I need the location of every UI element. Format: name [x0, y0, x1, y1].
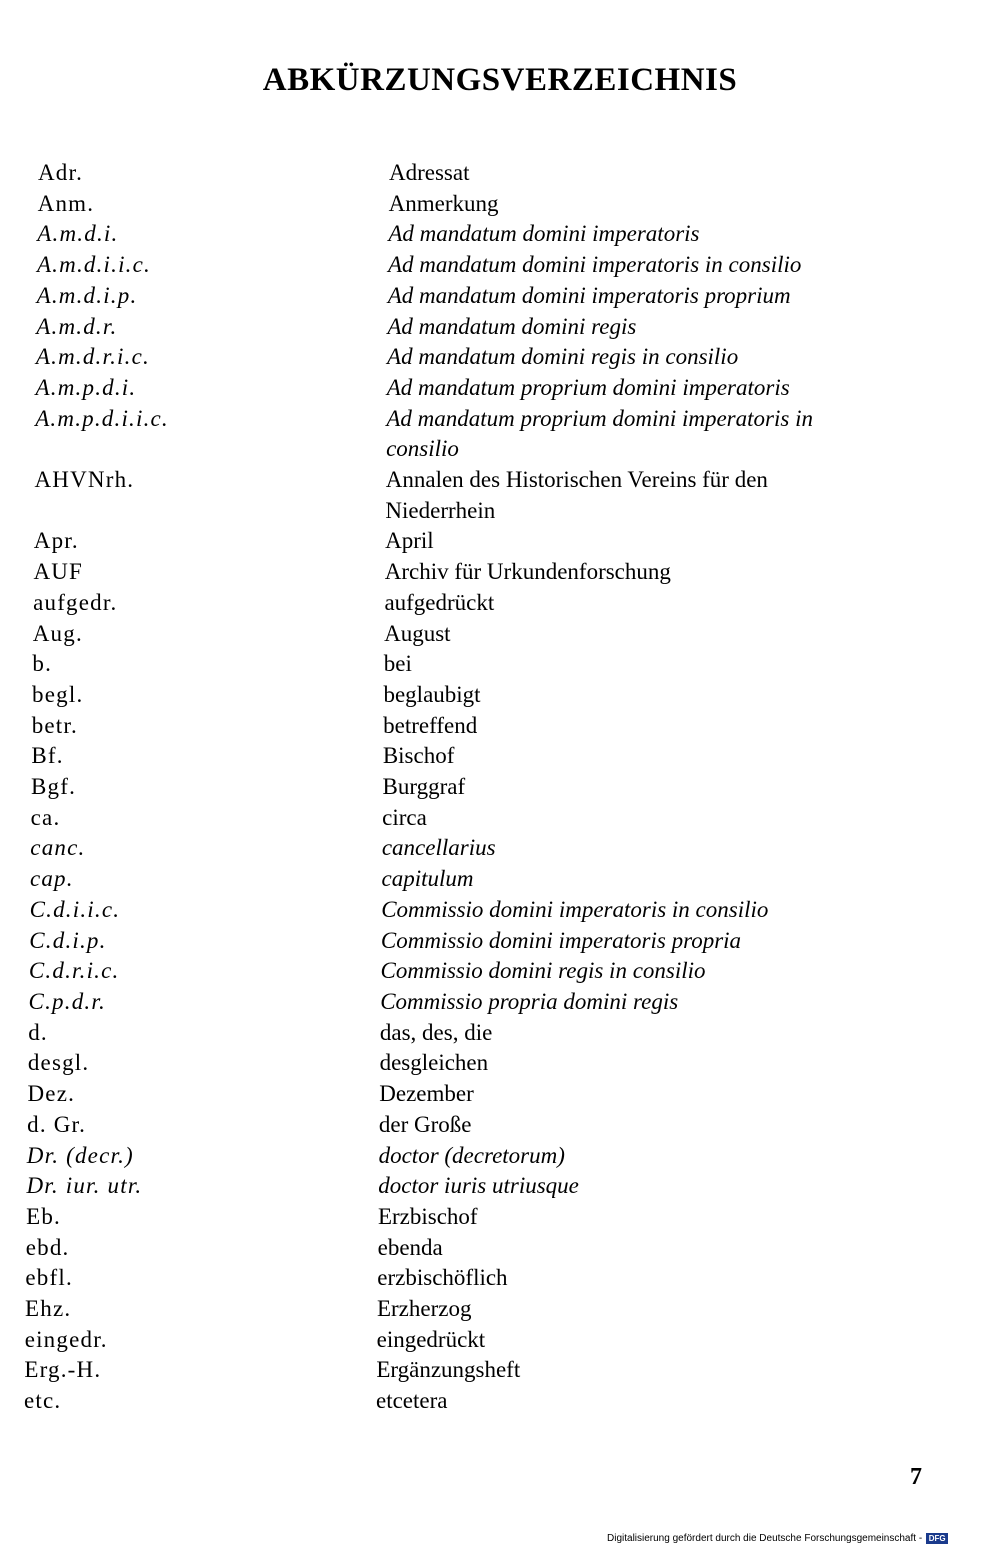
definition: Ad mandatum proprium domini imperatoris: [386, 374, 790, 400]
abbreviation-row: [0, 1386, 1000, 1417]
definition: Ad mandatum domini regis in consilio: [387, 344, 739, 370]
definition: Ad mandatum domini imperatoris proprium: [387, 282, 791, 308]
abbreviation-row: [0, 373, 1000, 404]
definition: Burggraf: [382, 774, 466, 800]
abbreviation-row: [0, 864, 1000, 895]
abbreviation-row: [0, 926, 1000, 957]
abbreviation: C.p.d.r.: [28, 988, 106, 1014]
abbreviation: Bf.: [31, 743, 64, 769]
abbreviation-row: [0, 1263, 1000, 1294]
definition: Erzbischof: [377, 1203, 478, 1229]
page-title: ABKÜRZUNGSVERZEICHNIS: [262, 62, 738, 98]
definition: cancellarius: [381, 835, 496, 861]
abbreviation-row: [0, 219, 1000, 250]
abbreviation: A.m.d.r.i.c.: [35, 344, 150, 370]
abbreviation-row: [0, 619, 1000, 650]
abbreviation: eingedr.: [24, 1326, 108, 1352]
abbreviation: canc.: [30, 835, 86, 861]
definition: Bischof: [382, 743, 455, 769]
abbreviation-row: [0, 557, 1000, 588]
abbreviation: cap.: [29, 866, 74, 892]
definition: circa: [382, 804, 427, 830]
definition: desgleichen: [379, 1050, 489, 1076]
definition: Commissio domini regis in consilio: [380, 958, 706, 984]
abbreviation: desgl.: [27, 1050, 90, 1076]
abbreviation: A.m.p.d.i.: [35, 374, 137, 400]
page-number: 7: [910, 1464, 922, 1490]
abbreviation-row: [0, 342, 1000, 373]
abbreviation: C.d.r.i.c.: [28, 958, 120, 984]
abbreviation-row: [0, 741, 1000, 772]
definition: Commissio domini imperatoris propria: [380, 927, 742, 953]
abbreviation: d. Gr.: [27, 1111, 87, 1137]
abbreviation: Dr. (decr.): [26, 1142, 134, 1168]
abbreviation: Anm.: [37, 190, 95, 216]
abbreviation: Dr. iur. utr.: [26, 1173, 143, 1199]
definition: Annalen des Historischen Vereins für den: [385, 467, 768, 493]
abbreviation: [35, 434, 386, 465]
definition: doctor iuris utriusque: [378, 1173, 579, 1199]
abbreviation: C.d.i.p.: [29, 927, 107, 953]
abbreviation-row: [0, 1110, 1000, 1141]
definition: Archiv für Urkundenforschung: [384, 559, 671, 585]
definition: Ad mandatum domini imperatoris in consilio: [388, 252, 802, 278]
abbreviation-row: [0, 711, 1000, 742]
abbreviation: Ehz.: [25, 1296, 72, 1322]
definition: Erzherzog: [376, 1296, 472, 1322]
abbreviation: Bgf.: [31, 774, 77, 800]
abbreviation: C.d.i.i.c.: [29, 896, 121, 922]
definition: betreffend: [383, 712, 478, 738]
abbreviation-row: [0, 803, 1000, 834]
abbreviation-row: [0, 158, 1000, 189]
abbreviation-row: [0, 496, 1000, 527]
abbreviation-row: [0, 312, 1000, 343]
abbreviation: Dez.: [27, 1081, 76, 1107]
abbreviation-list: [0, 158, 1000, 1417]
abbreviation: ebfl.: [25, 1265, 73, 1291]
abbreviation-row: [0, 1141, 1000, 1172]
abbreviation: Aug.: [32, 620, 83, 646]
abbreviation: ca.: [30, 804, 61, 830]
abbreviation-row: [0, 281, 1000, 312]
abbreviation-row: [0, 434, 1000, 465]
abbreviation-row: [0, 250, 1000, 281]
abbreviation-row: [0, 526, 1000, 557]
abbreviation-row: [0, 956, 1000, 987]
definition: Ad mandatum domini imperatoris: [388, 221, 700, 247]
abbreviation: [34, 496, 385, 527]
abbreviation: etc.: [24, 1388, 62, 1414]
definition: aufgedrückt: [384, 589, 495, 615]
abbreviation-row: [0, 772, 1000, 803]
abbreviation-row: [0, 1233, 1000, 1264]
definition: das, des, die: [379, 1019, 493, 1045]
definition: Niederrhein: [385, 497, 496, 523]
abbreviation-row: [0, 1079, 1000, 1110]
abbreviation-row: [0, 189, 1000, 220]
definition: ebenda: [377, 1234, 443, 1260]
definition: capitulum: [381, 866, 474, 892]
definition: beglaubigt: [383, 681, 481, 707]
definition: eingedrückt: [376, 1326, 486, 1352]
abbreviation: A.m.d.i.: [37, 221, 119, 247]
abbreviation: d.: [28, 1019, 48, 1045]
abbreviation-row: [0, 1325, 1000, 1356]
abbreviation: Apr.: [33, 528, 79, 554]
abbreviation: A.m.d.r.: [36, 313, 118, 339]
abbreviation-row: [0, 649, 1000, 680]
abbreviation-row: [0, 1355, 1000, 1386]
footer: [607, 1533, 948, 1544]
abbreviation: Eb.: [26, 1203, 61, 1229]
definition: Dezember: [379, 1081, 474, 1107]
abbreviation-row: [0, 404, 1000, 435]
abbreviation: A.m.p.d.i.i.c.: [35, 405, 169, 431]
abbreviation: AHVNrh.: [34, 467, 135, 493]
abbreviation-row: [0, 987, 1000, 1018]
definition: Ergänzungsheft: [376, 1357, 521, 1383]
abbreviation-row: [0, 1018, 1000, 1049]
definition: consilio: [386, 436, 459, 462]
definition: Commissio domini imperatoris in consilio: [381, 896, 769, 922]
definition: August: [384, 620, 451, 646]
abbreviation: Adr.: [38, 160, 84, 185]
abbreviation-row: [0, 895, 1000, 926]
abbreviation: b.: [32, 651, 53, 677]
definition: Ad mandatum domini regis: [387, 313, 637, 339]
abbreviation-row: [0, 1202, 1000, 1233]
abbreviation: Erg.-H.: [24, 1357, 102, 1383]
definition: doctor (decretorum): [378, 1142, 565, 1168]
definition: der Große: [378, 1111, 472, 1137]
definition: Commissio propria domini regis: [380, 988, 679, 1014]
abbreviation: AUF: [33, 559, 84, 585]
definition: Anmerkung: [388, 190, 499, 216]
abbreviation: betr.: [31, 712, 78, 738]
definition: erzbischöflich: [377, 1265, 508, 1291]
definition: bei: [383, 651, 412, 677]
abbreviation-row: [0, 833, 1000, 864]
abbreviation-row: [0, 1048, 1000, 1079]
definition: April: [385, 528, 434, 554]
abbreviation-row: [0, 588, 1000, 619]
abbreviation-row: [0, 1171, 1000, 1202]
dfg-logo-icon: DFG: [926, 1533, 948, 1544]
definition: etcetera: [376, 1388, 448, 1414]
abbreviation-row: [0, 680, 1000, 711]
definition: Adressat: [389, 160, 470, 185]
abbreviation: A.m.d.i.p.: [36, 282, 138, 308]
abbreviation: A.m.d.i.i.c.: [36, 252, 151, 278]
abbreviation: aufgedr.: [33, 589, 118, 615]
abbreviation-row: [0, 1294, 1000, 1325]
definition: Ad mandatum proprium domini imperatoris in: [386, 405, 813, 431]
abbreviation-row: [0, 465, 1000, 496]
abbreviation: begl.: [32, 681, 84, 707]
abbreviation: ebd.: [25, 1234, 70, 1260]
footer-text: Digitalisierung gefördert durch die Deutsche Forschungsgemeinschaft -: [607, 1533, 923, 1544]
